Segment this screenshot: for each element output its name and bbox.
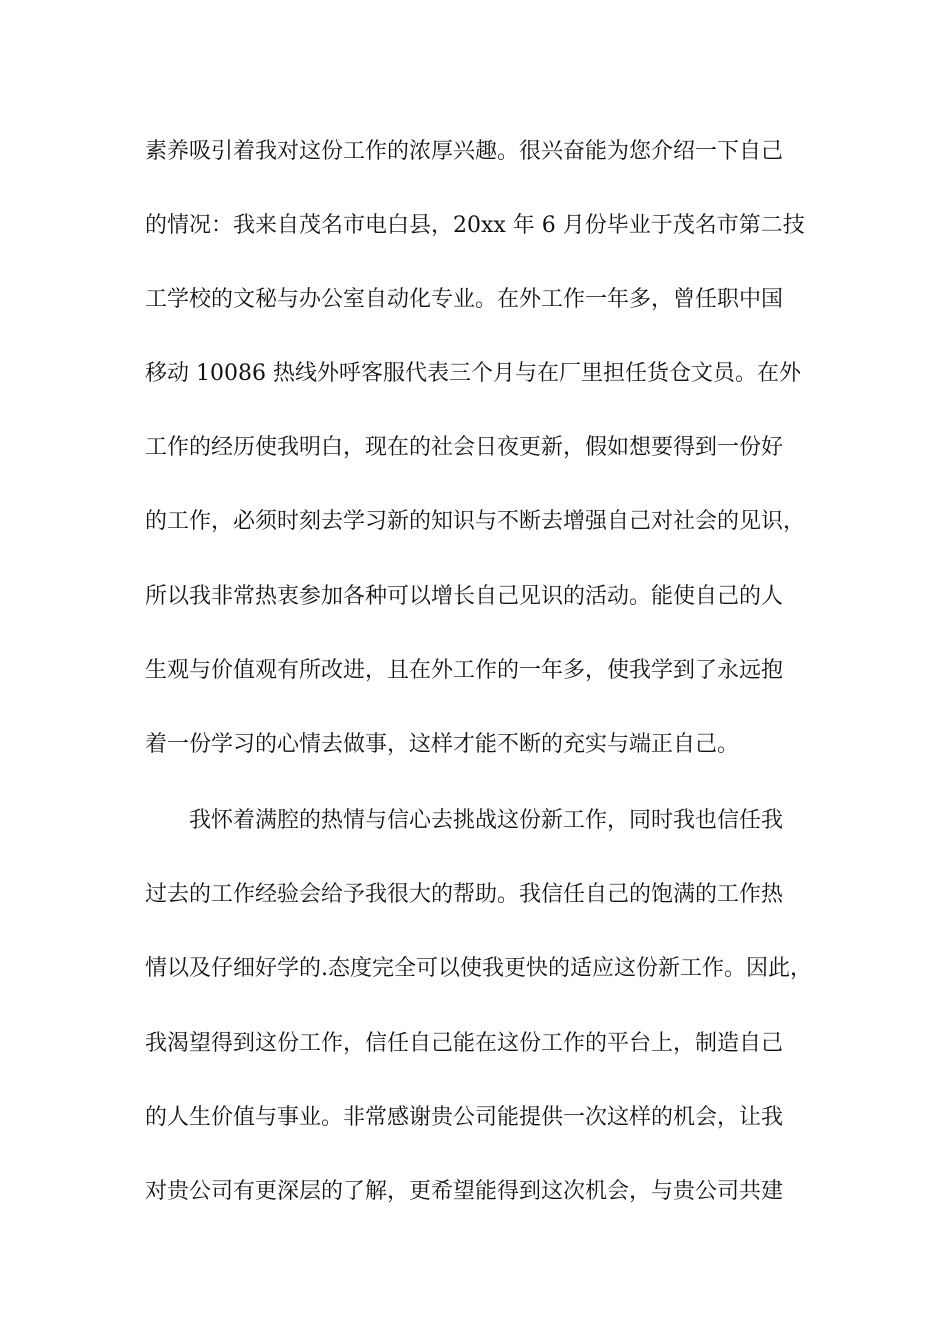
text-line: 着一份学习的心情去做事，这样才能不断的充实与端正自己。 [145,732,740,757]
text-line: 工作的经历使我明白，现在的社会日夜更新，假如想要得到一份好 [145,435,784,460]
text-line: 所以我非常热衷参加各种可以增长自己见识的活动。能使自己的人 [145,584,784,609]
text-line: 移动 10086 热线外呼客服代表三个月与在厂里担任货仓文员。在外 [145,361,801,386]
text-line: 素养吸引着我对这份工作的浓厚兴趣。很兴奋能为您介绍一下自己 [145,139,784,164]
text-line: 对贵公司有更深层的了解，更希望能得到这次机会，与贵公司共建 [145,1179,784,1204]
text-line: 生观与价值观有所改进，且在外工作的一年多，使我学到了永远抱 [145,658,784,683]
text-line: 的人生价值与事业。非常感谢贵公司能提供一次这样的机会，让我 [145,1105,784,1130]
text-line: 我渴望得到这份工作，信任自己能在这份工作的平台上，制造自己 [145,1031,784,1056]
paragraph-first-line: 我怀着满腔的热情与信心去挑战这份新工作，同时我也信任我 [189,808,784,833]
text-line: 的工作，必须时刻去学习新的知识与不断去增强自己对社会的见识， [145,509,806,534]
text-line: 的情况：我来自茂名市电白县，20xx 年 6 月份毕业于茂名市第二技 [145,213,805,238]
text-line: 过去的工作经验会给予我很大的帮助。我信任自己的饱满的工作热 [145,882,784,907]
text-line: 情以及仔细好学的.态度完全可以使我更快的适应这份新工作。因此， [145,956,812,981]
text-line: 工学校的文秘与办公室自动化专业。在外工作一年多，曾任职中国 [145,287,784,312]
